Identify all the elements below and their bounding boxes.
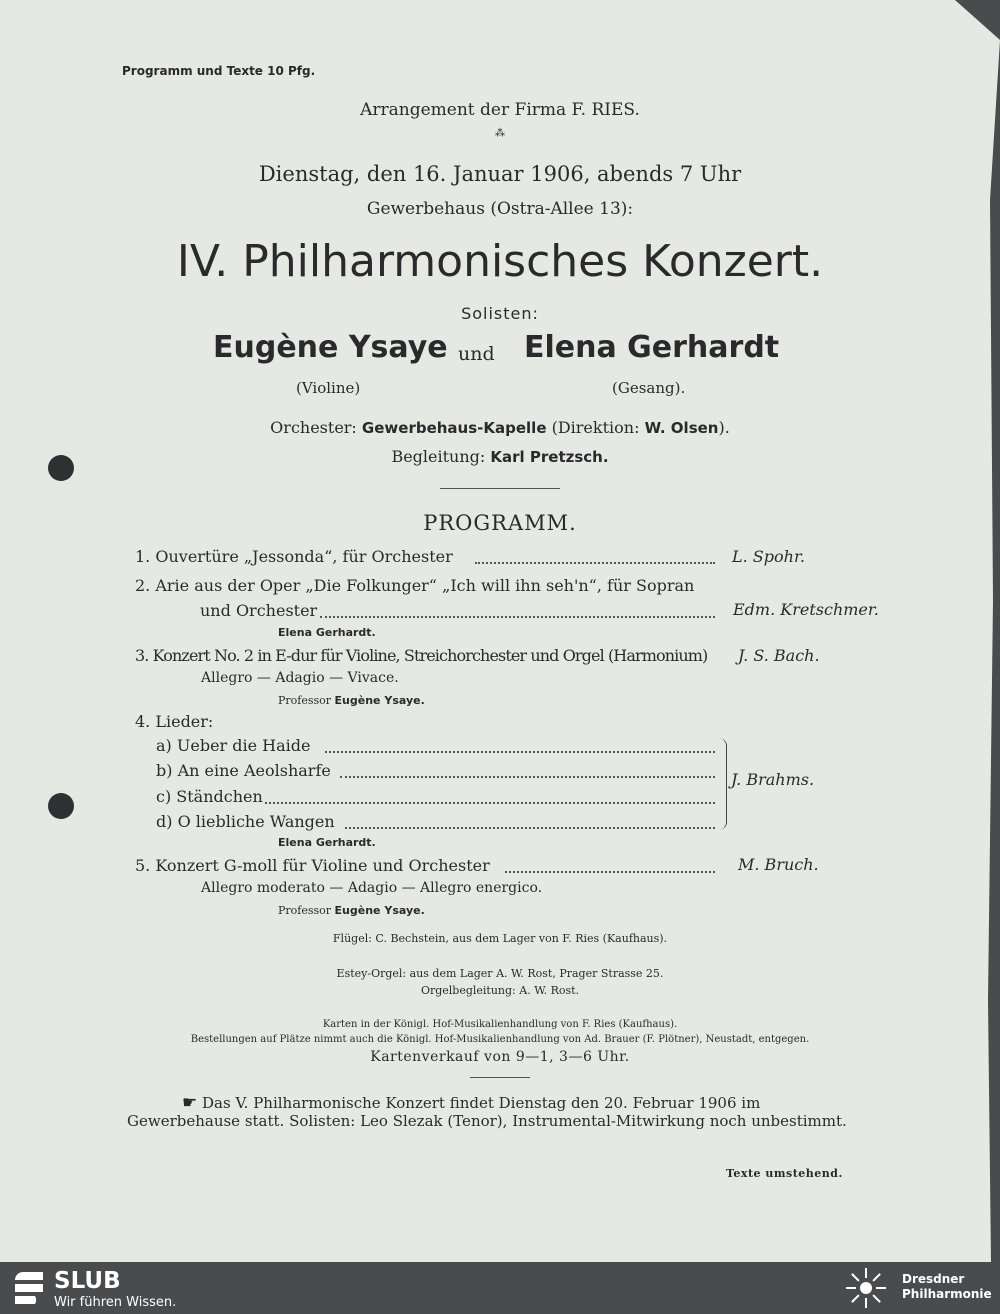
bracket [718,738,727,830]
dot-leader [340,776,715,778]
program-item: 1. Ouvertüre „Jessonda“, für Orchester [135,547,453,566]
program-item: 3. Konzert No. 2 in E-dur für Violine, Streichorchester und Orgel (Harmonium) [135,646,708,665]
footer-brand: SLUB [54,1268,121,1294]
performer-line: Professor Eugène Ysaye. [278,694,425,707]
accompaniment-line: Begleitung: Karl Pretzsch. [391,447,609,466]
composer: M. Bruch. [738,855,819,874]
song: c) Ständchen [156,787,263,806]
karten-note: Karten in der Königl. Hof-Musikalienhandlung von F. Ries (Kaufhaus). [322,1019,678,1030]
soloist1-role: (Violine) [296,379,361,397]
performer-line: Professor Eugène Ysaye. [278,904,425,917]
program-item: 2. Arie aus der Oper „Die Folkunger“ „Ich will ihn seh'n“, für Sopran [135,576,695,595]
program-item: 5. Konzert G-moll für Violine und Orchester [135,856,490,875]
composer: L. Spohr. [732,547,805,566]
orgelbegleitung-note: Orgelbegleitung: A. W. Rost. [420,984,580,997]
philharmonie-logo-icon [844,1266,888,1310]
soloist2-role: (Gesang). [612,379,686,397]
composer: Edm. Kretschmer. [733,600,879,619]
footer-bar [0,1262,1000,1314]
song: d) O liebliche Wangen [156,812,335,831]
program-heading: PROGRAMM. [423,511,577,535]
next-concert-line1: ☛ Das V. Philharmonische Konzert findet Dienstag den 20. Februar 1906 im [182,1093,761,1113]
performer: Elena Gerhardt. [278,836,376,849]
dot-leader [320,616,715,618]
divider [440,488,560,489]
dot-leader [265,802,715,804]
ornament: ⁂ [495,128,505,139]
orgel-note: Estey-Orgel: aus dem Lager A. W. Rost, Prager Strasse 25. [336,967,664,980]
dot-leader [345,827,715,829]
soloist-ysaye: Eugène Ysaye [213,330,448,365]
kartenverkauf: Kartenverkauf von 9—1, 3—6 Uhr. [370,1049,630,1065]
date-line: Dienstag, den 16. Januar 1906, abends 7 Uhr [258,162,742,186]
slub-logo-icon [9,1268,49,1308]
pointing-hand-icon: ☛ [182,1093,198,1113]
next-concert-line2: Gewerbehause statt. Solisten: Leo Slezak (Tenor), Instrumental-Mitwirkung noch unbestimmt. [127,1112,847,1130]
dot-leader [475,562,715,564]
divider [470,1077,530,1078]
orchestra-name: Gewerbehaus-Kapelle [361,419,547,437]
conductor: W. Olsen [644,419,719,437]
song: b) An eine Aeolsharfe [156,761,331,780]
program-item: 4. Lieder: [135,712,214,731]
fluegel-note: Flügel: C. Bechstein, aus dem Lager von F. Ries (Kaufhaus). [332,932,668,945]
accompanist: Karl Pretzsch. [490,448,609,466]
texte-note: Texte umstehend. [726,1167,843,1180]
performer: Eugène Ysaye. [334,694,425,707]
arrangement: Arrangement der Firma F. RIES. [360,100,640,120]
price-note: Programm und Texte 10 Pfg. [122,64,316,78]
movements: Allegro moderato — Adagio — Allegro energico. [201,880,543,896]
orchestra-line: Orchester: Gewerbehaus-Kapelle (Direktion: W. Olsen). [270,418,730,437]
soloist-gerhardt: Elena Gerhardt [524,330,780,365]
program-item-cont: und Orchester [200,601,318,620]
punch-hole [48,793,74,819]
concert-title: IV. Philharmonisches Konzert. [176,236,824,287]
composer: J. Brahms. [731,770,815,789]
footer-right-line2: Philharmonie [902,1287,992,1301]
dot-leader [505,871,715,873]
bestellungen-note: Bestellungen auf Plätze nimmt auch die Königl. Hof-Musikalienhandlung von Ad. Brauer (F. Plötner), Neustadt, entgegen. [190,1034,810,1045]
movements: Allegro — Adagio — Vivace. [201,670,399,686]
song: a) Ueber die Haide [156,736,311,755]
dot-leader [325,751,715,753]
performer: Eugène Ysaye. [334,904,425,917]
und: und [458,343,495,365]
soloists-label: Solisten: [461,304,539,323]
footer-right-line1: Dresdner [902,1272,965,1286]
composer: J. S. Bach. [738,646,820,665]
venue: Gewerbehaus (Ostra-Allee 13): [366,199,634,219]
performer: Elena Gerhardt. [278,626,376,639]
footer-tagline: Wir führen Wissen. [54,1295,177,1310]
